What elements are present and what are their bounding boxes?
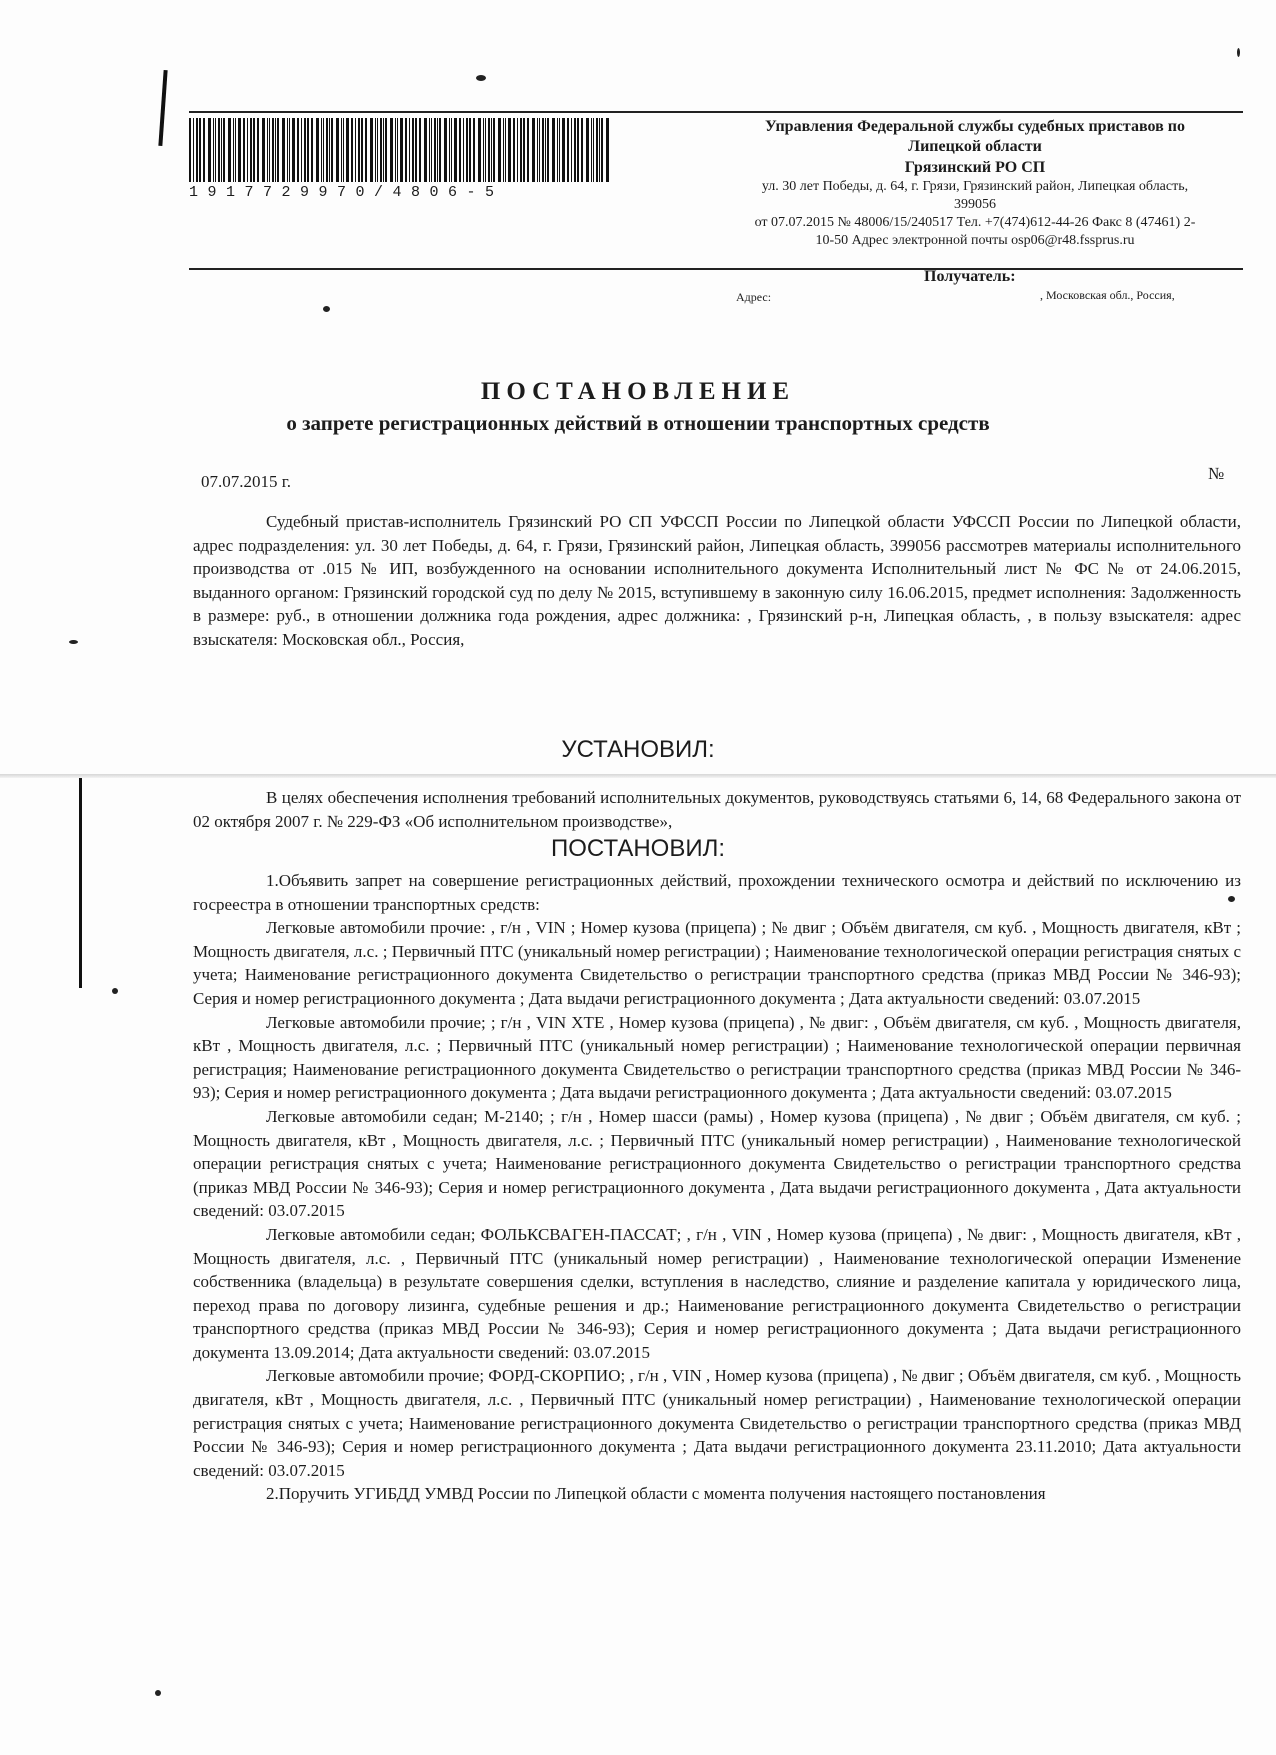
barcode-bar [517,118,518,182]
barcode-bar [545,118,546,182]
barcode-bar [532,118,535,182]
barcode-bar [542,118,544,182]
barcode-bar [437,118,438,182]
barcode-bar [361,118,363,182]
barcode-bar [331,118,333,182]
barcode-bar [247,118,248,182]
barcode-bar [301,118,302,182]
barcode-bar [358,118,360,182]
barcode-bar [424,118,427,182]
barcode-bar [262,118,265,182]
barcode-bar [297,118,299,182]
barcode-bar [508,118,511,182]
barcode-bar [289,118,290,182]
barcode-bar [601,118,603,182]
barcode-bar [275,118,276,182]
barcode-bar [323,118,324,182]
margin-mark [158,70,167,146]
barcode-bar [390,118,393,182]
barcode-bar [223,118,225,182]
established-block [193,786,1241,833]
scan-speck [323,306,330,312]
established-paragraph: В целях обеспечения исполнения требований исполнительных документов, руководствуясь статьями 6, 14, 68 Федерального закона от 02 октября 2007 г. № 229-ФЗ «Об исполнительном производстве», [193,788,1241,831]
barcode-bar [277,118,279,182]
barcode-bar [439,118,441,182]
barcode-bar [304,118,306,182]
barcode-bar [451,118,452,182]
heading-established: УСТАНОВИЛ: [561,736,715,763]
barcode-bar [523,118,525,182]
barcode-bar [397,118,398,182]
barcode-bar [434,118,436,182]
barcode-bar [431,118,432,182]
barcode-bar [478,118,481,182]
barcode-bar [591,118,592,182]
barcode-bar [562,118,565,182]
barcode-bar [444,118,447,182]
barcode-bar [400,118,403,182]
barcode-bar [571,118,572,182]
vehicle-entry: Легковые автомобили седан; М-2140; ; г/н , Номер шасси (рамы) , Номер кузова (прицепа) , № двиг ; Объём двигателя, см куб. ; Мощность двигателя, кВт , Мощность двигателя, л.с. ; Первичный ПТС (уникальный номер регистрации) , Наименование технологической операции регистрация снятых с учета; Наименование регистрационного документа Свидетельство о регистрации транспортного средства (приказ МВД России № 346-93); Серия и номер регистрационного документа , Дата выдачи регистрационного документа , Дата актуальности сведений: 03.07.2015 [193,1106,1241,1221]
barcode-bar [574,118,576,182]
barcode-bar [221,118,222,182]
scan-speck [112,988,118,994]
barcode-block [189,118,609,201]
barcode-bar [380,118,382,182]
barcode-bar [405,118,407,182]
intro-paragraph: Судебный пристав-исполнитель Грязинский РО СП УФССП России по Липецкой области УФССП России по Липецкой области, адрес подразделения: ул. 30 лет Победы, д. 64, г. Грязи, Грязинский район, Липецкая область, 399056 рассмотрев материалы исполнительного производства от .015 № ИП, возбужденного на основании исполнительного документа Исполнительный лист № ФС № от 24.06.2015, выданного органом: Грязинский городской суд по делу № 2015, вступившему в законную силу 16.06.2015, предмет исполнения: Задолженность в размере: руб., в отношении должника года рождения, адрес должника: , Грязинский р-н, Липецкая область, , в пользу взыскателя: адрес взыскателя: Московская обл., Россия, [193,512,1241,649]
barcode-bar [385,118,387,182]
barcode-bar [606,118,609,182]
barcode-bar [208,118,211,182]
barcode-bar [346,118,349,182]
barcode-bar [269,118,270,182]
barcode-bar [577,118,579,182]
barcode-bar [228,118,231,182]
vehicle-entry: Легковые автомобили прочие: , г/н , VIN ; Номер кузова (прицепа) ; № двиг ; Объём двигателя, см куб. , Мощность двигателя, кВт ; Мощность двигателя, л.с. ; Первичный ПТС (уникальный номер регистрации) ; Наименование технологической операции регистрация снятых с учета; Наименование регистрационного документа Свидетельство о регистрации транспортного средства (приказ МВД России № 346-93); Серия и номер регистрационного документа ; Дата выдачи регистрационного документа ; Дата актуальности сведений: 03.07.2015 [193,918,1241,1008]
barcode-bar [567,118,569,182]
recipient-label: Получатель: [924,268,1016,285]
heading-resolved: ПОСТАНОВИЛ: [551,835,725,862]
issuer-contacts-line2: 10-50 Адрес электронной почты osp06@r48.fssprus.ru [815,233,1135,249]
issuer-name-line2: Липецкой области [908,138,1042,156]
barcode-bar [215,118,216,182]
barcode-bar [527,118,529,182]
barcode-bar [377,118,378,182]
header-rule-top [189,111,1243,113]
barcode-bar [505,118,506,182]
recipient-address-label: Адрес: [736,290,772,304]
barcode-bar [513,118,515,182]
barcode-bar [292,118,295,182]
barcode-bar [449,118,450,182]
document-title: ПОСТАНОВЛЕНИЕ [480,378,796,405]
barcode-bar [321,118,322,182]
barcode-bar [213,118,214,182]
barcode-bar [257,118,259,182]
barcode-bar [485,118,486,182]
barcode-bar [287,118,288,182]
barcode-bar [552,118,555,182]
barcode-bar [459,118,461,182]
recipient-address-value: , Московская обл., Россия, [1040,288,1175,302]
scan-speck [155,1690,161,1696]
barcode-bar [599,118,600,182]
barcode-bar [557,118,558,182]
barcode-bar [596,118,598,182]
scan-speck [69,640,78,644]
barcode-bar [282,118,285,182]
paper-fold [0,774,1276,778]
barcode-bar [193,118,194,182]
barcode-bar [235,118,236,182]
vehicle-entry: Легковые автомобили прочие; ; г/н , VIN XTE , Номер кузова (прицепа) , № двиг: , Объём двигателя, см куб. , Мощность двигателя, кВт , Мощность двигателя, л.с. ; Первичный ПТС (уникальный номер регистрации) ; Наименование технологической операции первичная регистрация; Наименование регистрационного документа Свидетельство о регистрации транспортного средства (приказ МВД России № 346-93); Серия и номер регистрационного документа ; Дата выдачи регистрационного документа ; Дата актуальности сведений: 03.07.2015 [193,1012,1241,1103]
document-subtitle: о запрете регистрационных действий в отношении транспортных средств [286,411,990,435]
barcode-bar [375,118,376,182]
barcode-bar [503,118,504,182]
barcode [189,118,609,182]
margin-mark [79,778,82,988]
barcode-bar [272,118,274,182]
barcode-bar [267,118,268,182]
barcode-bar [473,118,475,182]
barcode-bar [341,118,342,182]
barcode-bar [196,118,198,182]
barcode-bar [409,118,410,182]
barcode-bar [316,118,319,182]
barcode-bar [520,118,522,182]
barcode-bar [370,118,373,182]
barcode-bar [463,118,464,182]
vehicle-entry: Легковые автомобили прочие; ФОРД-СКОРПИО; , г/н , VIN , Номер кузова (прицепа) , № двиг ; Объём двигателя, см куб. , Мощность двигателя, кВт , Мощность двигателя, л.с. , Первичный ПТС (уникальный номер регистрации) , Наименование технологической операции регистрация снятых с учета; Наименование регистрационного документа Свидетельство о регистрации транспортного средства (приказ МВД России № 346-93); Серия и номер регистрационного документа ; Дата выдачи регистрационного документа 23.11.2010; Дата актуальности сведений: 03.07.2015 [193,1366,1241,1480]
barcode-bar [329,118,330,182]
barcode-bar [537,118,538,182]
barcode-bar [243,118,245,182]
barcode-bar [383,118,384,182]
barcode-bar [469,118,471,182]
document-date: 07.07.2015 г. [201,472,292,491]
barcode-bar [189,118,191,182]
issuer-name-line3: Грязинский РО СП [904,158,1046,176]
barcode-bar [429,118,430,182]
barcode-bar [415,118,417,182]
barcode-bar [307,118,309,182]
vehicle-entry: Легковые автомобили седан; ФОЛЬКСВАГЕН-ПАССАТ; , г/н , VIN , Номер кузова (прицепа) , № двиг: , Мощность двигателя, кВт , Мощность двигателя, л.с. , Первичный ПТС (уникальный номер регистрации) , Наименование технологической операции Изменение собственника (владельца) в результате совершения сделки, вступления в наследство, слияние и разделение капитала у юридического лица, переход права по договору лизинга, судебные решения и др.; Наименование регистрационного документа Свидетельство о регистрации транспортного средства (приказ МВД России № 346-93); Серия и номер регистрационного документа ; Дата выдачи регистрационного документа 13.09.2014; Дата актуальности сведений: 03.07.2015 [193,1224,1241,1362]
barcode-bar [493,118,495,182]
intro-block [193,510,1241,652]
barcode-bar [355,118,356,182]
barcode-bar [238,118,241,182]
resolution-item-1: 1.Объявить запрет на совершение регистрационных действий, прохождении технического осмотра и действий по исключению из госреестра в отношении транспортных средств: [193,871,1241,914]
barcode-bar [419,118,421,182]
barcode-bar [343,118,344,182]
barcode-bar [203,118,205,182]
barcode-number: 1917729970/4806-5 [189,184,504,201]
barcode-bar [351,118,353,182]
barcode-bar [218,118,220,182]
issuer-header [710,117,1240,250]
barcode-bar [488,118,490,182]
barcode-bar [586,118,589,182]
header-rule-bottom [189,268,1243,270]
scan-speck [1237,48,1240,57]
barcode-bar [547,118,549,182]
barcode-bar [483,118,484,182]
barcode-bar [326,118,328,182]
barcode-bar [250,118,252,182]
barcode-bar [253,118,255,182]
barcode-bar [559,118,560,182]
issuer-address-line2: 399056 [954,197,996,213]
barcode-bar [539,118,540,182]
barcode-bar [199,118,201,182]
issuer-contacts-line1: от 07.07.2015 № 48006/15/240517 Тел. +7(474)612-44-26 Факс 8 (47461) 2- [754,215,1196,231]
barcode-bar [336,118,339,182]
issuer-address-line1: ул. 30 лет Победы, д. 64, г. Грязи, Грязинский район, Липецкая область, [761,179,1189,195]
barcode-bar [593,118,594,182]
barcode-bar [466,118,468,182]
scan-speck [476,75,486,81]
barcode-bar [498,118,501,182]
barcode-bar [454,118,457,182]
issuer-name-line1: Управления Федеральной службы судебных приставов по [765,118,1185,135]
barcode-bar [412,118,414,182]
barcode-bar [581,118,583,182]
barcode-bar [311,118,313,182]
document-number-label: № [1208,464,1225,483]
resolution-block [193,869,1241,1506]
barcode-bar [365,118,367,182]
resolution-item-2: 2.Поручить УГИБДД УМВД России по Липецкой области с момента получения настоящего постановления [266,1484,1046,1504]
barcode-bar [233,118,234,182]
barcode-bar [395,118,396,182]
barcode-bar [491,118,492,182]
